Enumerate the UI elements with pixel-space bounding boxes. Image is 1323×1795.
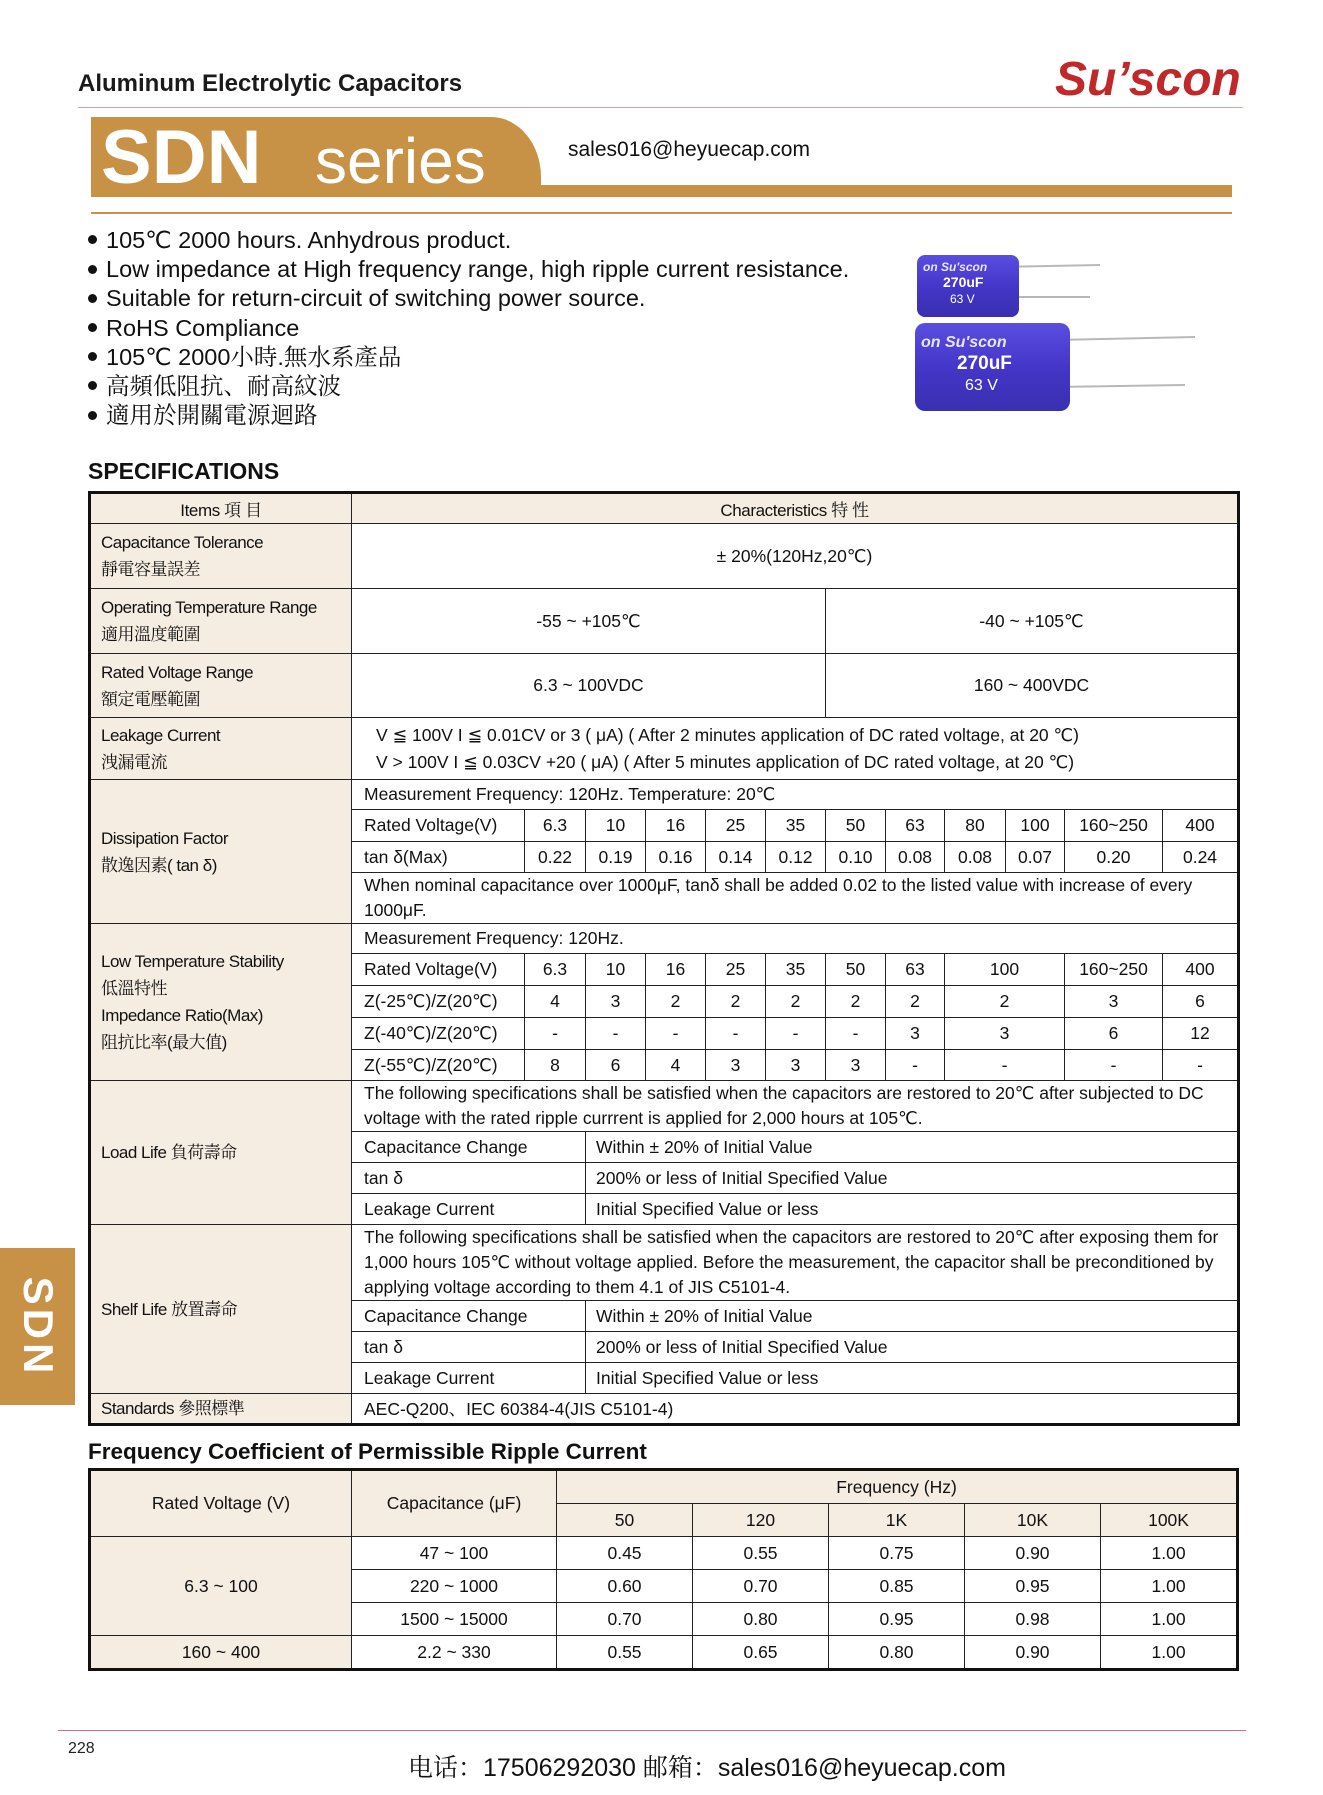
standards-value: AEC-Q200、IEC 60384-4(JIS C5101-4) (352, 1394, 1239, 1425)
spec-row-low-temperature (90, 924, 1239, 954)
low-temperature-measurement: Measurement Frequency: 120Hz. (352, 924, 1239, 954)
feature-list (88, 226, 849, 430)
series-code: SDN (101, 115, 262, 200)
rated-voltage-low: 6.3 ~ 100VDC (352, 654, 826, 718)
dissipation-note: When nominal capacitance over 1000μF, tanδ shall be added 0.02 to the listed value with increase of every 1000μF. (352, 873, 1239, 924)
low-temperature-label: Low Temperature Stability 低溫特性 Impedance Ratio(Max) 阻抗比率(最大值) (90, 924, 352, 1081)
items-header: Items 項 目 (90, 493, 352, 524)
feature-item: 105℃ 2000小時.無水系產品 (88, 343, 849, 372)
spec-row-leakage-current (90, 718, 1239, 780)
series-side-tab (0, 1248, 75, 1405)
capacitance-header: Capacitance (μF) (352, 1470, 557, 1537)
side-tab-label: SDN (14, 1276, 62, 1377)
load-life-item-row: Capacitance Change Within ± 20% of Initial Value (90, 1132, 1239, 1163)
shelf-life-item-row: tan δ 200% or less of Initial Specified Value (90, 1332, 1239, 1363)
spec-row-load-life (90, 1081, 1239, 1132)
ripple-frequency-table (88, 1468, 1239, 1671)
page-number: 228 (68, 1740, 95, 1757)
capacitance-tolerance-value: ± 20%(120Hz,20℃) (352, 524, 1239, 589)
load-life-description: The following specifications shall be satisfied when the capacitors are restored to 20℃ after subjected to DC voltage with the rated ripple currrent is applied for 2,000 hours at 105℃. (352, 1081, 1239, 1132)
bullet-icon (88, 323, 97, 332)
load-life-item-row: tan δ 200% or less of Initial Specified Value (90, 1163, 1239, 1194)
freq-subheader-row: 50 120 1K 10K 100K (90, 1504, 1238, 1537)
document-category: Aluminum Electrolytic Capacitors (78, 70, 463, 97)
freq-row: 1500 ~ 15000 0.70 0.80 0.95 0.98 1.00 (90, 1603, 1238, 1636)
brand-logo: Su’scon (1055, 53, 1241, 106)
rated-voltage-range-label: Rated Voltage Range 額定電壓範圍 (90, 654, 352, 718)
bullet-icon (88, 352, 97, 361)
load-life-label: Load Life 負荷壽命 (90, 1081, 352, 1225)
rated-voltage-header: Rated Voltage (V) (90, 1470, 352, 1537)
shelf-life-item-row: Leakage Current Initial Specified Value or less (90, 1363, 1239, 1394)
specifications-table (88, 491, 1240, 1426)
standards-label: Standards 參照標準 (90, 1394, 352, 1425)
contact-info: 电话：17506292030 邮箱：sales016@heyuecap.com (408, 1754, 1006, 1782)
low-temperature-z40-row: Z(-40℃)/Z(20℃) - - - - - - 3 3 6 12 (90, 1018, 1239, 1050)
bullet-icon (88, 235, 97, 244)
spec-row-rated-voltage (90, 654, 1239, 718)
dissipation-factor-label: Dissipation Factor 散逸因素( tan δ) (90, 780, 352, 924)
specifications-title: SPECIFICATIONS (88, 458, 280, 484)
voltage-group-low: 6.3 ~ 100 (90, 1537, 352, 1636)
operating-temperature-label: Operating Temperature Range 適用溫度範圍 (90, 589, 352, 654)
rated-voltage-high: 160 ~ 400VDC (826, 654, 1239, 718)
low-temperature-voltage-row: Rated Voltage(V) 6.3 10 16 25 35 50 63 100 160~250 400 (90, 954, 1239, 986)
series-word: series (315, 125, 486, 197)
freq-row: 220 ~ 1000 0.60 0.70 0.85 0.95 1.00 (90, 1570, 1238, 1603)
characteristics-header: Characteristics 特 性 (352, 493, 1239, 524)
feature-item: 高頻低阻抗、耐高紋波 (88, 372, 849, 401)
large-cap-capacitance: 270uF (957, 353, 1012, 374)
spec-row-capacitance-tolerance (90, 524, 1239, 589)
header-email[interactable]: sales016@heyuecap.com (568, 138, 810, 161)
load-life-item-row: Leakage Current Initial Specified Value or less (90, 1194, 1239, 1225)
freq-header-row (90, 1470, 1238, 1504)
spec-row-operating-temperature (90, 589, 1239, 654)
header-divider (78, 107, 1243, 108)
feature-item: Low impedance at High frequency range, high ripple current resistance. (88, 255, 849, 284)
leakage-current-label: Leakage Current 洩漏電流 (90, 718, 352, 780)
feature-item: 105℃ 2000 hours. Anhydrous product. (88, 226, 849, 255)
feature-item: 適用於開關電源迴路 (88, 401, 849, 430)
spec-header-row (90, 493, 1239, 524)
freq-row: 160 ~ 400 2.2 ~ 330 0.55 0.65 0.80 0.90 1.00 (90, 1636, 1238, 1670)
feature-item: Suitable for return-circuit of switching power source. (88, 284, 849, 313)
footer-divider (58, 1730, 1246, 1731)
bullet-icon (88, 411, 97, 420)
svg-text:on Su'scon: on Su'scon (921, 334, 1007, 351)
small-cap-capacitance: 270uF (943, 274, 984, 290)
bullet-icon (88, 265, 97, 274)
dissipation-measurement: Measurement Frequency: 120Hz. Temperature: 20℃ (352, 780, 1239, 810)
spec-row-standards (90, 1394, 1239, 1425)
dissipation-voltage-row: Rated Voltage(V) 6.3 10 16 25 35 50 63 80 100 160~250 400 (90, 810, 1239, 842)
freq-row: 6.3 ~ 100 47 ~ 100 0.45 0.55 0.75 0.90 1.00 (90, 1537, 1238, 1570)
spec-row-shelf-life (90, 1225, 1239, 1301)
operating-temperature-low: -55 ~ +105℃ (352, 589, 826, 654)
feature-item: RoHS Compliance (88, 314, 849, 343)
frequency-header: Frequency (Hz) (557, 1470, 1238, 1504)
low-temperature-z55-row: Z(-55℃)/Z(20℃) 8 6 4 3 3 3 - - - - (90, 1050, 1239, 1081)
capacitance-tolerance-label: Capacitance Tolerance 靜電容量誤差 (90, 524, 352, 589)
svg-text:63 V: 63 V (965, 377, 998, 394)
operating-temperature-high: -40 ~ +105℃ (826, 589, 1239, 654)
spec-row-dissipation-factor (90, 780, 1239, 810)
svg-text:63 V: 63 V (950, 292, 975, 306)
bullet-icon (88, 294, 97, 303)
svg-text:on Su'scon: on Su'scon (923, 260, 988, 274)
capacitor-product-image (895, 245, 1195, 420)
gold-divider (91, 212, 1232, 214)
voltage-group-high: 160 ~ 400 (90, 1636, 352, 1670)
bullet-icon (88, 381, 97, 390)
shelf-life-label: Shelf Life 放置壽命 (90, 1225, 352, 1394)
shelf-life-item-row: Capacitance Change Within ± 20% of Initial Value (90, 1301, 1239, 1332)
ripple-frequency-title: Frequency Coefficient of Permissible Ripple Current (88, 1439, 647, 1464)
shelf-life-description: The following specifications shall be satisfied when the capacitors are restored to 20℃ after exposing them for 1,000 hours 105℃ without voltage applied. Before the measurement, the capacitor shall be preconditioned by applying voltage according to them 4.1 of JIS C5101-4. (352, 1225, 1239, 1301)
low-temperature-z25-row: Z(-25℃)/Z(20℃) 4 3 2 2 2 2 2 2 3 6 (90, 986, 1239, 1018)
leakage-current-value: V ≦ 100V I ≦ 0.01CV or 3 ( μA) ( After 2 minutes application of DC rated voltage, at 20 ℃) V > 100V I ≦ 0.03CV +20 ( μA) ( After 5 minutes application of DC rated voltage, at 20 ℃) (352, 718, 1239, 780)
series-banner-bar (91, 185, 1232, 197)
dissipation-tan-row: tan δ(Max) 0.22 0.19 0.16 0.14 0.12 0.10 0.08 0.08 0.07 0.20 0.24 (90, 842, 1239, 873)
